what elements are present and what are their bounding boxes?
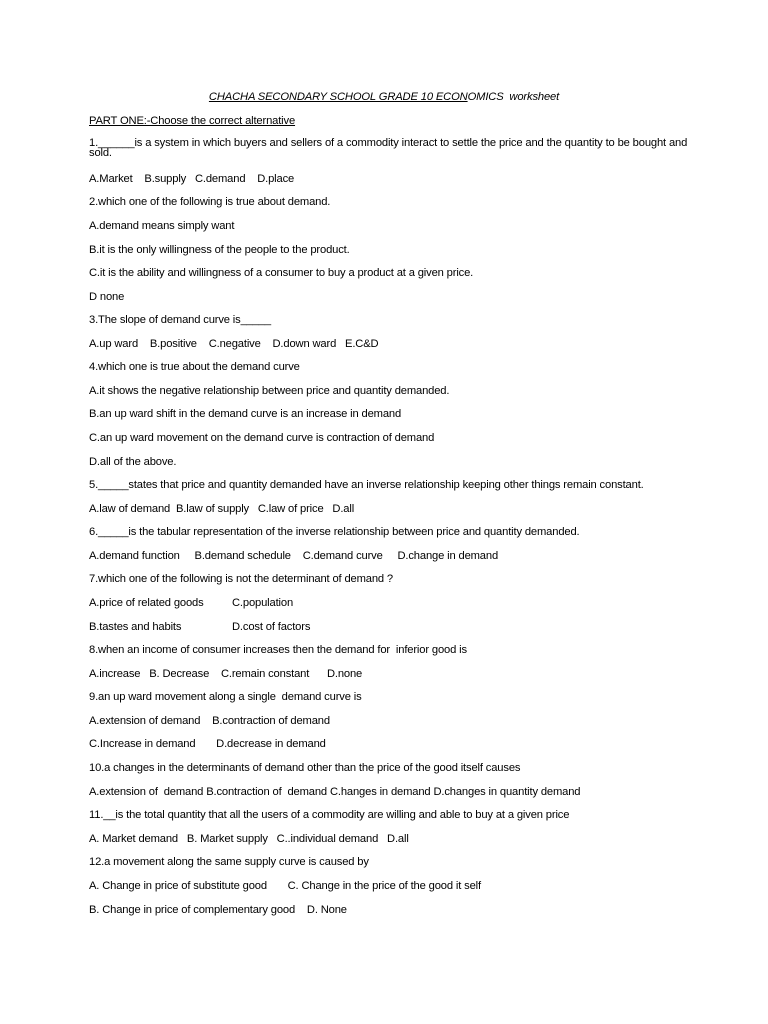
- question-1: 1.______is a system in which buyers and sellers of a commodity interact to settle the price and the quantity to be bought and sold.: [89, 137, 688, 159]
- question-7-option-d: D.cost of factors: [232, 621, 311, 633]
- question-9-options-2: C.Increase in demand D.decrease in demand: [89, 738, 326, 750]
- question-7-row-2: [89, 621, 311, 633]
- question-8: 8.when an income of consumer increases then the demand for inferior good is: [89, 644, 467, 656]
- question-12-options-1: A. Change in price of substitute good C. Change in the price of the good it self: [89, 880, 481, 892]
- question-3-options: A.up ward B.positive C.negative D.down ward E.C&D: [89, 338, 379, 350]
- part-one-heading: PART ONE:-Choose the correct alternative: [89, 115, 296, 127]
- question-2: 2.which one of the following is true about demand.: [89, 196, 331, 208]
- question-2-option-b: B.it is the only willingness of the people to the product.: [89, 244, 350, 256]
- question-7-option-b: B.tastes and habits: [89, 621, 182, 633]
- question-10: 10.a changes in the determinants of demand other than the price of the good itself causes: [89, 762, 521, 774]
- question-4-option-b: B.an up ward shift in the demand curve is an increase in demand: [89, 408, 402, 420]
- question-9-options-1: A.extension of demand B.contraction of demand: [89, 715, 330, 727]
- question-9: 9.an up ward movement along a single demand curve is: [89, 691, 362, 703]
- question-7-option-a: A.price of related goods: [89, 597, 204, 609]
- question-11: 11.__is the total quantity that all the users of a commodity are willing and able to buy at a given price: [89, 809, 570, 821]
- question-4-option-c: C.an up ward movement on the demand curve is contraction of demand: [89, 432, 435, 444]
- question-7: 7.which one of the following is not the determinant of demand ?: [89, 573, 393, 585]
- question-10-options: A.extension of demand B.contraction of demand C.hanges in demand D.changes in quantity demand: [89, 786, 581, 798]
- question-11-options: A. Market demand B. Market supply C..individual demand D.all: [89, 833, 409, 845]
- title-school: CHACHA SECONDARY SCHOOL GRADE 10 ECON: [208, 91, 468, 103]
- question-4: 4.which one is true about the demand curve: [89, 361, 300, 373]
- question-12: 12.a movement along the same supply curve is caused by: [89, 856, 369, 868]
- question-1-options: A.Market B.supply C.demand D.place: [89, 173, 295, 185]
- title-rest: OMICS worksheet: [467, 91, 560, 103]
- question-7-option-c: C.population: [232, 597, 294, 609]
- question-2-option-d: D none: [89, 291, 125, 303]
- question-6-options: A.demand function B.demand schedule C.demand curve D.change in demand: [89, 550, 499, 562]
- question-7-row-1: [89, 597, 294, 609]
- question-5-options: A.law of demand B.law of supply C.law of price D.all: [89, 503, 355, 515]
- question-5: 5._____states that price and quantity demanded have an inverse relationship keeping other things remain constant.: [89, 479, 644, 491]
- question-8-options: A.increase B. Decrease C.remain constant D.none: [89, 668, 363, 680]
- question-2-option-c: C.it is the ability and willingness of a consumer to buy a product at a given price.: [89, 267, 474, 279]
- worksheet-title: [0, 91, 768, 103]
- question-3: 3.The slope of demand curve is_____: [89, 314, 271, 326]
- question-2-option-a: A.demand means simply want: [89, 220, 235, 232]
- question-4-option-a: A.it shows the negative relationship between price and quantity demanded.: [89, 385, 450, 397]
- question-6: 6._____is the tabular representation of the inverse relationship between price and quantity demanded.: [89, 526, 580, 538]
- question-12-options-2: B. Change in price of complementary good D. None: [89, 904, 347, 916]
- question-4-option-d: D.all of the above.: [89, 456, 177, 468]
